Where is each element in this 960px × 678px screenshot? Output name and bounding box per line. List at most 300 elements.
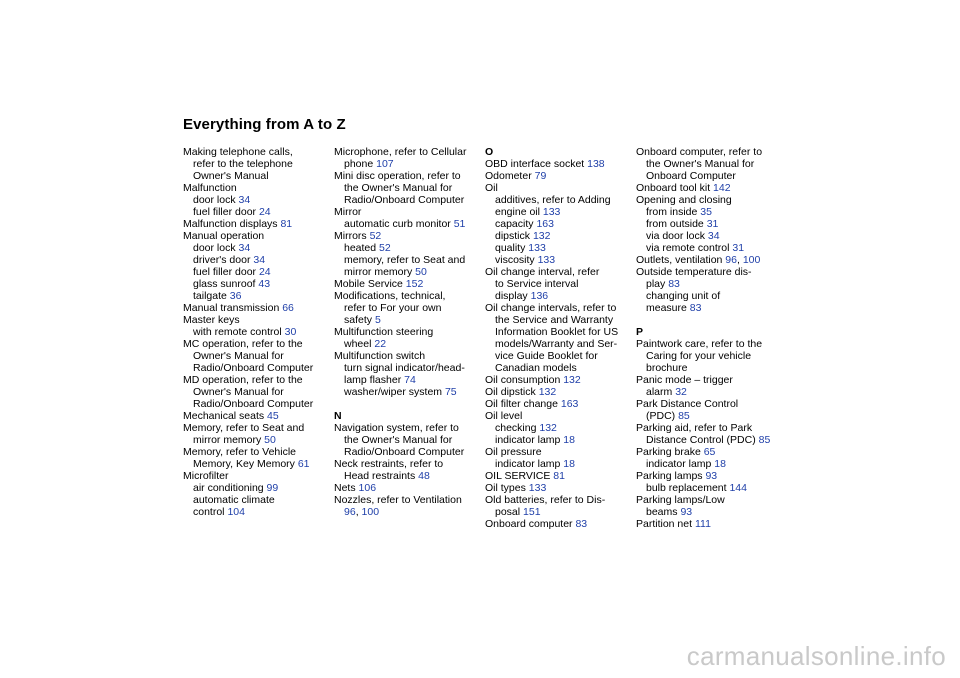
entry-text: Old batteries, refer to Dis-: [485, 494, 606, 506]
entry-text: (PDC): [646, 410, 679, 422]
watermark: carmanualsonline.info: [686, 641, 946, 671]
entry-text: Mirrors: [334, 230, 370, 242]
page-reference-link[interactable]: 75: [444, 386, 457, 398]
page-reference-link[interactable]: 104: [227, 506, 245, 518]
entry-text: Opening and closing: [636, 194, 732, 206]
index-subentry: [485, 230, 631, 242]
entry-text: OIL SERVICE: [485, 470, 554, 482]
entry-text: Parking aid, refer to Park: [636, 422, 753, 434]
entry-text: changing unit of: [646, 290, 721, 302]
index-subentry: [636, 278, 782, 290]
entry-text: brochure: [646, 362, 688, 374]
entry-text: Oil: [485, 182, 498, 194]
index-subentry: [183, 194, 329, 206]
page-reference-link[interactable]: 31: [706, 218, 719, 230]
entry-text: dipstick: [495, 230, 533, 242]
index-subentry: [485, 290, 631, 302]
entry-text: memory, refer to Seat and: [344, 254, 466, 266]
page-reference-link[interactable]: 132: [538, 386, 557, 398]
entry-text: Oil pressure: [485, 446, 542, 458]
entry-text: Oil filter change: [485, 398, 561, 410]
page-reference-link[interactable]: 100: [742, 254, 761, 266]
index-subentry: [636, 482, 782, 494]
index-subentry: [485, 326, 631, 338]
index-entry: [485, 494, 631, 506]
index-entry: [183, 218, 329, 230]
index-subentry: [636, 386, 782, 398]
page-reference-link[interactable]: 66: [282, 302, 294, 314]
index-entry: [334, 230, 480, 242]
entry-text: Odometer: [485, 170, 535, 182]
page-reference-link[interactable]: 133: [542, 206, 561, 218]
index-entry: [636, 446, 782, 458]
entry-text: Owner's Manual for: [193, 350, 284, 362]
entry-text: Park Distance Control: [636, 398, 739, 410]
entry-text: MD operation, refer to the: [183, 374, 303, 386]
index-entry: [485, 446, 631, 458]
entry-text: with remote control: [193, 326, 285, 338]
index-subentry: [636, 410, 782, 422]
entry-text: Manual transmission: [183, 302, 283, 314]
index-subentry: [636, 458, 782, 470]
entry-text: Information Booklet for US: [495, 326, 619, 338]
index-entry: [485, 266, 631, 278]
page-reference-link[interactable]: 52: [379, 242, 391, 254]
page-reference-link[interactable]: 61: [297, 458, 310, 470]
index-subentry: [636, 290, 782, 302]
page-reference-link[interactable]: 32: [675, 386, 687, 398]
entry-text: Master keys: [183, 314, 240, 326]
page-reference-link[interactable]: 132: [539, 422, 557, 434]
entry-text: turn signal indicator/head-: [344, 362, 465, 374]
index-letter-heading: N: [334, 410, 342, 422]
index-entry: [485, 470, 631, 482]
index-subentry: [183, 350, 329, 362]
index-column-1: [183, 146, 329, 518]
index-subentry: [334, 194, 480, 206]
entry-text: Radio/Onboard Computer: [193, 362, 314, 374]
index-subentry: [334, 254, 480, 266]
page-reference-link[interactable]: 83: [689, 302, 702, 314]
page-reference-link[interactable]: 34: [238, 242, 251, 254]
index-entry: [183, 230, 329, 242]
index-entry: [485, 374, 631, 386]
page-reference-link[interactable]: 50: [264, 434, 276, 446]
index-subentry: [183, 362, 329, 374]
entry-text: Navigation system, refer to: [334, 422, 459, 434]
page-reference-link[interactable]: 5: [374, 314, 381, 326]
entry-text: door lock: [193, 194, 239, 206]
page-reference-link[interactable]: 93: [680, 506, 693, 518]
index-subentry: [334, 434, 480, 446]
index-entry: [183, 302, 329, 314]
entry-text: via door lock: [646, 230, 708, 242]
index-subentry: [334, 338, 480, 350]
entry-text: Radio/Onboard Computer: [344, 194, 465, 206]
entry-text: safety: [344, 314, 375, 326]
page-reference-link[interactable]: 133: [528, 482, 547, 494]
page-reference-link[interactable]: 163: [536, 218, 554, 230]
entry-text: Mirror: [334, 206, 362, 218]
index-entry: [485, 398, 631, 410]
entry-text: Caring for your vehicle: [646, 350, 752, 362]
index-subentry: [183, 386, 329, 398]
page-reference-link[interactable]: 96: [344, 506, 356, 518]
page-reference-link[interactable]: 83: [575, 518, 588, 530]
page-reference-link[interactable]: 30: [284, 326, 297, 338]
entry-text: Mini disc operation, refer to: [334, 170, 461, 182]
page-reference-link[interactable]: 152: [405, 278, 424, 290]
entry-text: Onboard computer: [485, 518, 576, 530]
index-subentry: [334, 446, 480, 458]
entry-text: Memory, Key Memory: [193, 458, 298, 470]
index-entry: [183, 338, 329, 350]
index-entry: [334, 278, 480, 290]
page-reference-link[interactable]: 43: [258, 278, 271, 290]
index-subentry: [636, 158, 782, 170]
index-subentry: [334, 266, 480, 278]
index-entry: [334, 290, 480, 302]
page-reference-link[interactable]: 93: [705, 470, 718, 482]
index-subentry: [636, 434, 782, 446]
page-reference-link[interactable]: 106: [358, 482, 377, 494]
entry-text: Owner's Manual for: [193, 386, 284, 398]
index-entry: [334, 422, 480, 434]
page-reference-link[interactable]: 85: [678, 410, 690, 422]
entry-text: vice Guide Booklet for: [495, 350, 598, 362]
entry-text: Distance Control (PDC): [646, 434, 759, 446]
index-subentry: [636, 218, 782, 230]
page-reference-link[interactable]: 111: [694, 518, 711, 530]
entry-text: Nets: [334, 482, 359, 494]
index-subentry: [636, 350, 782, 362]
page-reference-link[interactable]: 96: [725, 254, 737, 266]
entry-text: Paintwork care, refer to the: [636, 338, 763, 350]
index-entry: [636, 194, 782, 206]
index-subentry: [636, 362, 782, 374]
index-subentry: [485, 422, 631, 434]
page-reference-link[interactable]: 36: [229, 290, 242, 302]
entry-text: Oil change intervals, refer to: [485, 302, 617, 314]
index-subentry: [485, 194, 631, 206]
entry-text: Outlets, ventilation: [636, 254, 726, 266]
index-subentry: [485, 254, 631, 266]
index-subentry: [485, 350, 631, 362]
entry-text: beams: [646, 506, 681, 518]
page-reference-link[interactable]: 74: [404, 374, 416, 386]
index-entry: [334, 482, 480, 494]
index-subentry: [485, 218, 631, 230]
entry-text: washer/wiper system: [344, 386, 445, 398]
index-entry: [636, 374, 782, 386]
entry-text: Microphone, refer to Cellular: [334, 146, 467, 158]
page-reference-link[interactable]: 100: [361, 506, 380, 518]
index-subentry: [485, 506, 631, 518]
index-subentry: [334, 182, 480, 194]
entry-text: door lock: [193, 242, 239, 254]
index-entry: [183, 182, 329, 194]
index-subentry: [183, 506, 329, 518]
entry-text: Making telephone calls,: [183, 146, 293, 158]
entry-text: Multifunction switch: [334, 350, 426, 362]
index-subentry: [485, 338, 631, 350]
page-reference-link[interactable]: 24: [258, 266, 271, 278]
index-subentry: [334, 302, 480, 314]
entry-text: Oil consumption: [485, 374, 564, 386]
index-entry: [485, 518, 631, 530]
index-subentry: [183, 482, 329, 494]
index-subentry: [183, 158, 329, 170]
index-entry: [636, 494, 782, 506]
page-reference-link[interactable]: 132: [563, 374, 581, 386]
entry-text: additives, refer to Adding: [495, 194, 611, 206]
index-entry: [636, 422, 782, 434]
page-reference-link[interactable]: 34: [238, 194, 251, 206]
index-subentry: [485, 206, 631, 218]
entry-text: quality: [495, 242, 529, 254]
page-reference-link[interactable]: 18: [714, 458, 726, 470]
entry-text: wheel: [344, 338, 375, 350]
index-subentry: [183, 494, 329, 506]
index-entry: [334, 494, 480, 506]
entry-text: Nozzles, refer to Ventilation: [334, 494, 462, 506]
entry-text: driver's door: [193, 254, 254, 266]
entry-text: bulb replacement: [646, 482, 730, 494]
index-entry: [334, 458, 480, 470]
page-reference-separator: ,: [355, 506, 362, 518]
entry-text: Parking lamps/Low: [636, 494, 725, 506]
index-entry: [334, 170, 480, 182]
entry-text: Malfunction: [183, 182, 237, 194]
page-reference-link[interactable]: 83: [668, 278, 680, 290]
page-reference-link[interactable]: 24: [258, 206, 271, 218]
entry-text: Canadian models: [495, 362, 577, 374]
index-entry: [183, 146, 329, 158]
entry-text: Memory, refer to Vehicle: [183, 446, 297, 458]
page-reference-link[interactable]: 81: [553, 470, 565, 482]
page-reference-link[interactable]: 142: [713, 182, 731, 194]
entry-text: phone: [344, 158, 377, 170]
entry-text: Neck restraints, refer to: [334, 458, 444, 470]
entry-text: Onboard computer, refer to: [636, 146, 763, 158]
index-column-2: [334, 146, 480, 518]
page-reference-link[interactable]: 51: [453, 218, 466, 230]
entry-text: Onboard tool kit: [636, 182, 714, 194]
entry-text: Parking lamps: [636, 470, 706, 482]
index-subentry: [636, 206, 782, 218]
entry-text: indicator lamp: [495, 434, 564, 446]
entry-text: fuel filler door: [193, 266, 259, 278]
index-entry: [183, 410, 329, 422]
entry-text: refer to For your own: [344, 302, 442, 314]
entry-text: the Owner's Manual for: [344, 182, 453, 194]
entry-text: mirror memory: [344, 266, 416, 278]
entry-text: OBD interface socket: [485, 158, 588, 170]
index-subentry: [636, 170, 782, 182]
page-reference-link[interactable]: 22: [374, 338, 387, 350]
index-letter-heading: P: [636, 326, 644, 338]
entry-text: Partition net: [636, 518, 695, 530]
entry-text: Microfilter: [183, 470, 229, 482]
page-reference-link[interactable]: 65: [703, 446, 716, 458]
index-subentry: [183, 242, 329, 254]
index-entry: [636, 470, 782, 482]
index-entry: [334, 350, 480, 362]
entry-text: the Service and Warranty: [495, 314, 614, 326]
index-entry: [485, 158, 631, 170]
entry-text: Head restraints: [344, 470, 419, 482]
index-subentry: [636, 506, 782, 518]
entry-text: indicator lamp: [646, 458, 715, 470]
index-entry: [636, 518, 782, 530]
entry-text: the Owner's Manual for: [646, 158, 755, 170]
entry-text: posal: [495, 506, 524, 518]
index-column-3: [485, 146, 631, 530]
index-subentry: [334, 470, 480, 482]
index-subentry: [183, 206, 329, 218]
page-reference-link[interactable]: 99: [266, 482, 279, 494]
entry-text: glass sunroof: [193, 278, 259, 290]
index-subentry: [485, 314, 631, 326]
index-subentry: [183, 458, 329, 470]
index-entry: [334, 326, 480, 338]
page-reference-link[interactable]: 85: [758, 434, 771, 446]
entry-text: viscosity: [495, 254, 538, 266]
index-subentry: [636, 242, 782, 254]
entry-text: mirror memory: [193, 434, 265, 446]
index-entry: [334, 146, 480, 158]
index-entry: [485, 410, 631, 422]
index-subentry: [485, 242, 631, 254]
entry-text: automatic curb monitor: [344, 218, 454, 230]
page-title: Everything from A to Z: [183, 116, 346, 133]
entry-text: to Service interval: [495, 278, 579, 290]
entry-text: Mobile Service: [334, 278, 406, 290]
entry-text: indicator lamp: [495, 458, 564, 470]
entry-text: models/Warranty and Ser-: [495, 338, 618, 350]
entry-text: engine oil: [495, 206, 543, 218]
index-subentry: [334, 362, 480, 374]
entry-text: air conditioning: [193, 482, 267, 494]
entry-text: from outside: [646, 218, 707, 230]
index-entry: [636, 146, 782, 158]
entry-text: Panic mode – trigger: [636, 374, 733, 386]
entry-text: checking: [495, 422, 540, 434]
entry-text: Malfunction displays: [183, 218, 281, 230]
index-letter-heading: O: [485, 146, 494, 158]
page-reference-link[interactable]: 151: [523, 506, 541, 518]
index-subentry: [334, 506, 480, 518]
index-subentry: [636, 302, 782, 314]
page-reference-link[interactable]: 50: [415, 266, 427, 278]
page-reference-link[interactable]: 132: [532, 230, 551, 242]
index-entry: [636, 338, 782, 350]
entry-text: refer to the telephone: [193, 158, 293, 170]
index-entry: [183, 422, 329, 434]
entry-text: control: [193, 506, 228, 518]
page-reference-link[interactable]: 34: [707, 230, 720, 242]
entry-text: Onboard Computer: [646, 170, 736, 182]
index-column-4: [636, 146, 782, 530]
entry-text: from inside: [646, 206, 701, 218]
entry-text: Oil level: [485, 410, 523, 422]
index-entry: [334, 206, 480, 218]
page-reference-separator: ,: [736, 254, 743, 266]
page-reference-link[interactable]: 79: [534, 170, 547, 182]
entry-text: Oil dipstick: [485, 386, 539, 398]
page-reference-link[interactable]: 52: [369, 230, 382, 242]
page-reference-link[interactable]: 48: [418, 470, 430, 482]
index-entry: [183, 446, 329, 458]
index-subentry: [334, 314, 480, 326]
page-reference-link[interactable]: 163: [560, 398, 579, 410]
entry-text: Mechanical seats: [183, 410, 268, 422]
index-subentry: [485, 278, 631, 290]
index-entry: [485, 182, 631, 194]
index-entry: [636, 398, 782, 410]
page-reference-link[interactable]: 18: [563, 458, 575, 470]
entry-text: display: [495, 290, 531, 302]
page-reference-link[interactable]: 81: [280, 218, 293, 230]
entry-text: play: [646, 278, 669, 290]
index-subentry: [334, 374, 480, 386]
index-subentry: [183, 266, 329, 278]
index-entry: [485, 170, 631, 182]
page-reference-link[interactable]: 31: [732, 242, 745, 254]
index-subentry: [485, 362, 631, 374]
index-entry: [636, 266, 782, 278]
page-reference-link[interactable]: 138: [587, 158, 605, 170]
entry-text: capacity: [495, 218, 537, 230]
index-entry: [636, 182, 782, 194]
entry-text: measure: [646, 302, 690, 314]
page-reference-link[interactable]: 107: [376, 158, 394, 170]
page-reference-link[interactable]: 144: [729, 482, 747, 494]
entry-text: Memory, refer to Seat and: [183, 422, 305, 434]
index-subentry: [485, 434, 631, 446]
entry-text: Modifications, technical,: [334, 290, 446, 302]
entry-text: fuel filler door: [193, 206, 259, 218]
index-entry: [485, 302, 631, 314]
entry-text: the Owner's Manual for: [344, 434, 453, 446]
page-reference-link[interactable]: 34: [253, 254, 266, 266]
entry-text: Outside temperature dis-: [636, 266, 752, 278]
page-reference-link[interactable]: 18: [563, 434, 575, 446]
entry-text: via remote control: [646, 242, 733, 254]
index-subentry: [636, 230, 782, 242]
entry-text: Oil change interval, refer: [485, 266, 600, 278]
entry-text: MC operation, refer to the: [183, 338, 303, 350]
entry-text: automatic climate: [193, 494, 275, 506]
page-reference-link[interactable]: 35: [700, 206, 712, 218]
index-subentry: [334, 242, 480, 254]
page-reference-link[interactable]: 136: [530, 290, 549, 302]
index-subentry: [183, 326, 329, 338]
index-subentry: [485, 458, 631, 470]
index-entry: [183, 374, 329, 386]
index-subentry: [334, 386, 480, 398]
page-reference-link[interactable]: 45: [267, 410, 279, 422]
index-subentry: [334, 218, 480, 230]
entry-text: Oil types: [485, 482, 529, 494]
entry-text: Multifunction steering: [334, 326, 434, 338]
entry-text: Owner's Manual: [193, 170, 269, 182]
index-subentry: [183, 278, 329, 290]
entry-text: lamp flasher: [344, 374, 405, 386]
entry-text: Radio/Onboard Computer: [344, 446, 465, 458]
page-reference-link[interactable]: 133: [537, 254, 556, 266]
page-reference-link[interactable]: 133: [528, 242, 546, 254]
